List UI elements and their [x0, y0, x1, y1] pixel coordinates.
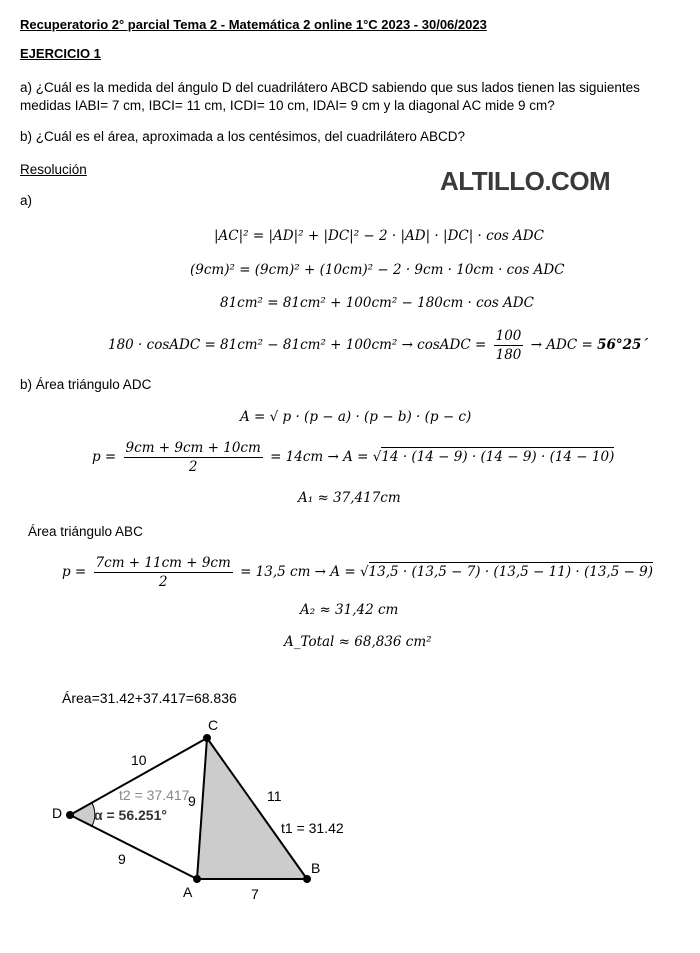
equation-4-den: 180: [495, 347, 522, 363]
side-label-ab: 7: [251, 886, 259, 902]
side-label-dc: 10: [131, 752, 147, 768]
angle-result: 56°25´: [597, 337, 649, 353]
altillo-watermark: ALTILLO.COM: [440, 166, 611, 196]
p1-num: 9cm + 9cm + 10cm: [125, 440, 261, 456]
vertex-c-point: [203, 734, 211, 742]
p1-den: 2: [188, 459, 198, 475]
vertex-label-b: B: [311, 860, 321, 876]
vertex-a-point: [193, 875, 201, 883]
equation-4-arrow: → ADC =: [530, 337, 598, 353]
resolution-heading: Resolución: [20, 162, 87, 177]
equation-1: |AC|² = |AD|² + |DC|² − 2 · |AD| · |DC| · cos ADC: [214, 228, 544, 244]
vertex-label-c: C: [208, 717, 219, 733]
p2-sqrt: 13,5 · (13,5 − 7) · (13,5 − 11) · (13,5 − 9): [368, 564, 654, 580]
area-abc: A₂ ≈ 31,42 cm: [300, 602, 399, 618]
p1-left: p =: [92, 449, 117, 465]
equation-4-left: 180 · cosADC = 81cm² − 81cm² + 100cm² → cosADC =: [108, 337, 487, 353]
equation-4-num: 100: [495, 328, 522, 344]
question-b: b) ¿Cuál es el área, aproximada a los centésimos, del cuadrilátero ABCD?: [20, 129, 465, 144]
abc-label: Área triángulo ABC: [28, 524, 143, 539]
p2-right: = 13,5 cm → A =: [240, 564, 360, 580]
perimeter-abc: p = $\frac{7cm + 11cm + 9cm}{2}$ = 13,5 cm → A = √13,5 · (13,5 − 7) · (13,5 − 11) · (13,5 − 9): [62, 555, 654, 590]
part-b-label: b) Área triángulo ADC: [20, 377, 152, 392]
vertex-label-d: D: [52, 805, 63, 821]
part-a-label: a): [20, 193, 33, 208]
area-total: A_Total ≈ 68,836 cm²: [284, 634, 432, 650]
heron-formula: A = √ p · (p − a) · (p − b) · (p − c): [240, 409, 472, 425]
p2-num: 7cm + 11cm + 9cm: [95, 555, 231, 571]
t1-label: t1 = 31.42: [281, 820, 344, 836]
question-a-line2: medidas IABI= 7 cm, IBCI= 11 cm, ICDI= 10 cm, IDAI= 9 cm y la diagonal AC mide 9 cm?: [20, 98, 555, 113]
t2-label: t2 = 37.417: [119, 787, 190, 803]
triangle-abc-shade: [197, 738, 307, 879]
vertex-b-point: [303, 875, 311, 883]
perimeter-adc: p = $\frac{9cm + 9cm + 10cm}{2}$ = 14cm → A = √14 · (14 − 9) · (14 − 9) · (14 − 10): [92, 440, 615, 475]
equation-3: 81cm² = 81cm² + 100cm² − 180cm · cos ADC: [220, 295, 534, 311]
p2-den: 2: [158, 574, 168, 590]
exercise-heading: EJERCICIO 1: [20, 46, 101, 61]
vertex-d-point: [66, 811, 74, 819]
area-adc: A₁ ≈ 37,417cm: [298, 490, 401, 506]
figure-caption: Área=31.42+37.417=68.836: [62, 690, 237, 706]
page-title: Recuperatorio 2° parcial Tema 2 - Matemática 2 online 1°C 2023 - 30/06/2023: [20, 17, 487, 32]
question-a-line1: a) ¿Cuál es la medida del ángulo D del cuadrilátero ABCD sabiendo que sus lados tienen las siguientes: [20, 80, 640, 95]
side-label-cb: 11: [267, 788, 282, 804]
alpha-label: α = 56.251°: [94, 807, 167, 823]
p1-right: = 14cm → A =: [270, 449, 373, 465]
p2-left: p =: [62, 564, 87, 580]
p1-sqrt: 14 · (14 − 9) · (14 − 9) · (14 − 10): [381, 449, 615, 465]
side-label-da: 9: [118, 851, 126, 867]
side-label-ac: 9: [188, 793, 196, 809]
equation-2: (9cm)² = (9cm)² + (10cm)² − 2 · 9cm · 10cm · cos ADC: [190, 262, 565, 278]
vertex-label-a: A: [183, 884, 193, 900]
